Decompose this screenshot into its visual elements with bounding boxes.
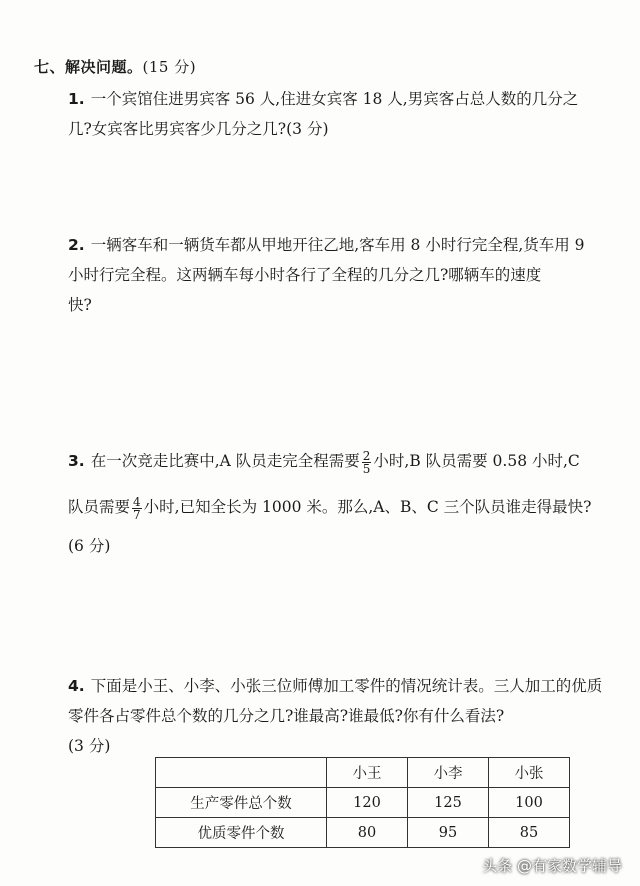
question-4-line-1: 4. 下面是小王、小李、小张三位师傅加工零件的情况统计表。三人加工的优质 bbox=[68, 677, 603, 695]
question-4 bbox=[68, 671, 628, 761]
question-1-number: 1. bbox=[68, 90, 85, 108]
table-row bbox=[156, 818, 570, 848]
question-2 bbox=[68, 230, 628, 320]
question-3-line-3: (6 分) bbox=[68, 537, 111, 555]
table-header-row bbox=[156, 758, 570, 788]
fraction-four-sevenths: $\frac{4}{7}$ bbox=[133, 494, 141, 522]
question-2-line-1: 2. 一辆客车和一辆货车都从甲地开往乙地,客车用 8 小时行完全程,货车用 9 bbox=[68, 236, 585, 254]
table-cell: 125 bbox=[408, 788, 489, 818]
table-row-label: 生产零件总个数 bbox=[156, 788, 327, 818]
table-header-cell: 小李 bbox=[408, 758, 489, 788]
table-header-cell bbox=[156, 758, 327, 788]
question-1-line-2: 几?女宾客比男宾客少几分之几?(3 分) bbox=[68, 120, 329, 138]
question-2-line-3: 快? bbox=[68, 296, 92, 314]
section-heading: 七、解决问题。 bbox=[34, 58, 143, 76]
question-4-line-2: 零件各占零件总个数的几分之几?谁最高?谁最低?你有什么看法? bbox=[68, 707, 505, 725]
section-title bbox=[34, 56, 196, 77]
fraction-two-fifths: $\frac{2}{5}$ bbox=[362, 448, 371, 476]
table-header-cell: 小王 bbox=[327, 758, 408, 788]
parts-stats-table bbox=[155, 757, 570, 848]
table-cell: 95 bbox=[408, 818, 489, 848]
table-cell: 80 bbox=[327, 818, 408, 848]
question-4-number: 4. bbox=[68, 677, 85, 695]
table-cell: 120 bbox=[327, 788, 408, 818]
table-header-cell: 小张 bbox=[489, 758, 570, 788]
question-1-line-1: 1. 一个宾馆住进男宾客 56 人,住进女宾客 18 人,男宾客占总人数的几分之 bbox=[68, 90, 579, 108]
question-3 bbox=[68, 438, 628, 562]
question-3-line-2: 队员需要 $\frac{4}{7}$ 小时,已知全长为 1000 米。那么,A、B、C 三个队员谁走得最快? bbox=[68, 494, 592, 522]
table-row bbox=[156, 788, 570, 818]
question-4-line-3: (3 分) bbox=[68, 737, 111, 755]
question-3-line-1: 3. 在一次竞走比赛中,A 队员走完全程需要 $\frac{2}{5}$ 小时,B 队员需要 0.58 小时,C bbox=[68, 448, 580, 476]
question-2-line-2: 小时行完全程。这两辆车每小时各行了全程的几分之几?哪辆车的速度 bbox=[68, 266, 542, 284]
section-score: (15 分) bbox=[142, 58, 197, 76]
table-row-label: 优质零件个数 bbox=[156, 818, 327, 848]
table-cell: 100 bbox=[489, 788, 570, 818]
watermark-text: 头条 @有家数学辅导 bbox=[482, 857, 622, 875]
question-3-number: 3. bbox=[68, 452, 85, 470]
question-2-number: 2. bbox=[68, 236, 85, 254]
question-1 bbox=[68, 84, 628, 144]
table-cell: 85 bbox=[489, 818, 570, 848]
